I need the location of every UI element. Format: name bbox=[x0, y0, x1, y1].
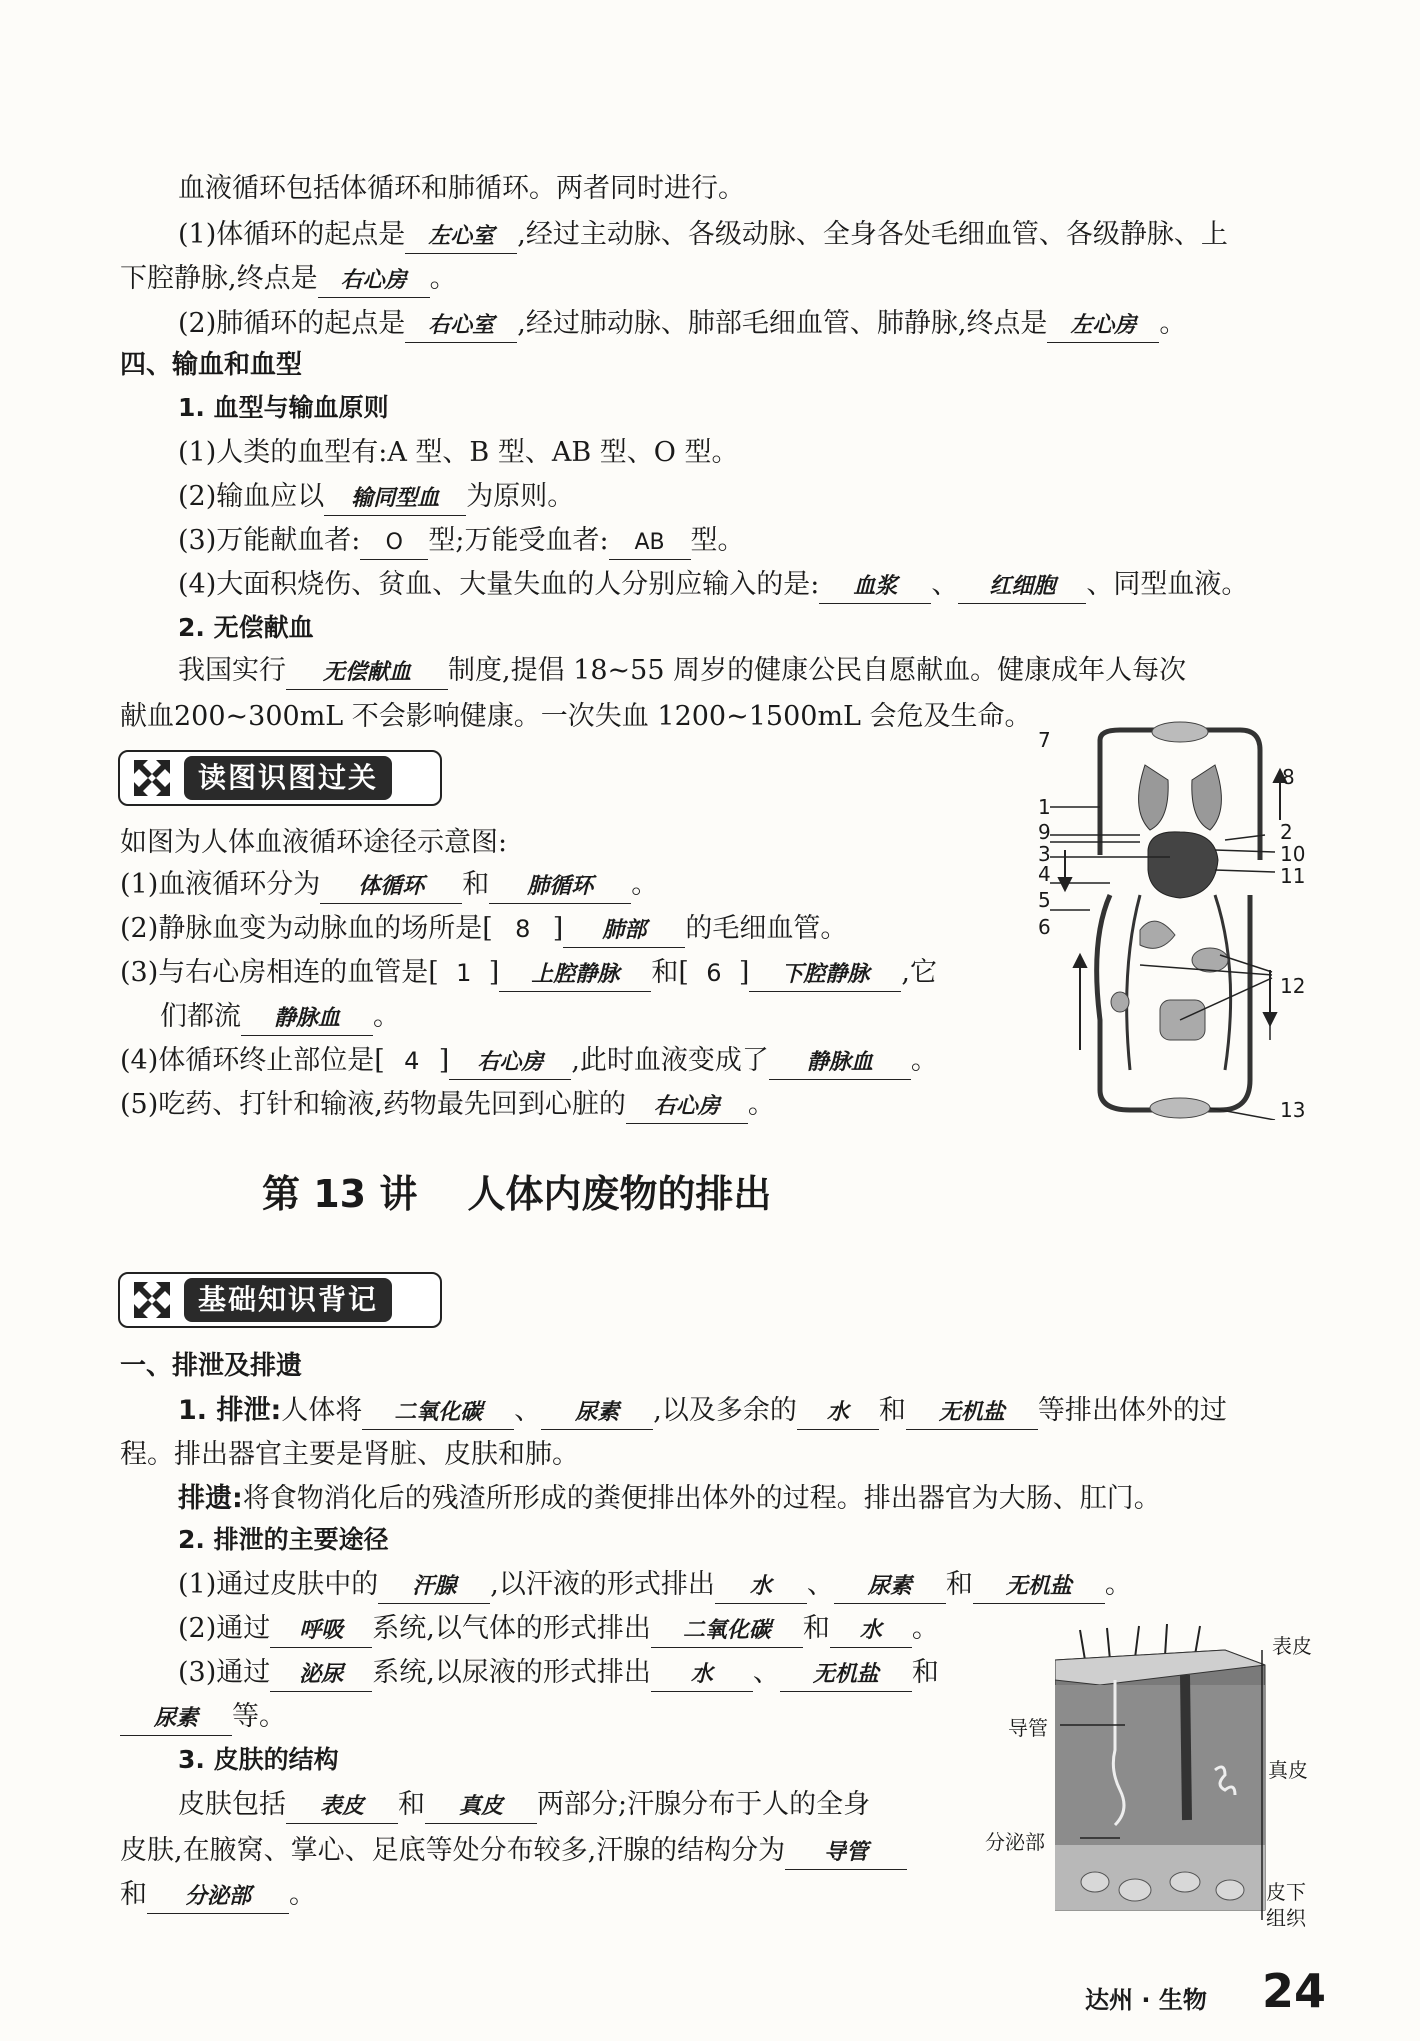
diagram-label-6: 6 bbox=[1038, 915, 1051, 939]
blood-types-line: (1)人类的血型有:A 型、B 型、AB 型、O 型。 bbox=[178, 437, 739, 468]
cross-arrows-icon bbox=[120, 752, 184, 804]
answer-plasma: 血浆 bbox=[819, 571, 931, 604]
diagram-label-5: 5 bbox=[1038, 888, 1051, 912]
answer-universal-recipient: AB bbox=[609, 527, 691, 560]
answer-dermis: 真皮 bbox=[425, 1791, 537, 1824]
section-excretion: 一、排泄及排遗 bbox=[120, 1351, 303, 1381]
answer-water-3: 水 bbox=[830, 1615, 912, 1648]
answer-inferior-vena-cava: 下腔静脉 bbox=[749, 959, 901, 992]
skin-label-secretory: 分泌部 bbox=[985, 1830, 1045, 1854]
subheading-blood-donation: 2. 无偿献血 bbox=[178, 613, 314, 642]
answer-pulmonary: 肺循环 bbox=[489, 871, 631, 904]
answer-donation-system: 无偿献血 bbox=[286, 657, 448, 690]
answer-lungs: 肺部 bbox=[563, 915, 685, 948]
answer-salts-2: 无机盐 bbox=[973, 1571, 1105, 1604]
skin-label-dermis: 真皮 bbox=[1268, 1758, 1308, 1782]
route-urinary-cont: 尿素 等。 bbox=[120, 1698, 286, 1736]
circulation-intro: 血液循环包括体循环和肺循环。两者同时进行。 bbox=[178, 173, 745, 204]
skin-label-epidermis: 表皮 bbox=[1272, 1634, 1312, 1658]
diagram-label-12: 12 bbox=[1280, 974, 1306, 998]
route-respiration-line: (2)通过 呼吸 系统,以气体的形式排出 二氧化碳 和 水 。 bbox=[178, 1610, 939, 1648]
excretion-organs-line: 程。排出器官主要是肾脏、皮肤和肺。 bbox=[120, 1439, 579, 1470]
diagram-label-1: 1 bbox=[1038, 795, 1051, 819]
answer-pulmonary-end: 左心房 bbox=[1047, 310, 1159, 343]
section-blood-transfusion: 四、输血和血型 bbox=[120, 350, 303, 380]
answer-venous-blood-2: 静脉血 bbox=[769, 1047, 911, 1080]
right-lung bbox=[1192, 765, 1222, 830]
systemic-end-line: 下腔静脉,终点是 右心房 。 bbox=[120, 260, 457, 298]
left-lung bbox=[1139, 765, 1169, 830]
answer-water-2: 水 bbox=[715, 1571, 807, 1604]
answer-number-6: 6 bbox=[706, 959, 722, 987]
egestion-line: 排遗:将食物消化后的残渣所形成的粪便排出体外的过程。排出器官为大肠、肛门。 bbox=[178, 1483, 1161, 1514]
body-capillaries bbox=[1150, 1098, 1210, 1118]
answer-urinary: 泌尿 bbox=[270, 1659, 372, 1692]
question-2: (2)静脉血变为动脉血的场所是[ 8 ] 肺部 的毛细血管。 bbox=[120, 910, 847, 948]
diagram-label-4: 4 bbox=[1038, 862, 1051, 886]
answer-superior-vena-cava: 上腔静脉 bbox=[499, 959, 651, 992]
answer-epidermis: 表皮 bbox=[286, 1791, 398, 1824]
diagram-label-8: 8 bbox=[1282, 765, 1295, 789]
lung-capillaries bbox=[1152, 722, 1208, 742]
diagram-label-7: 7 bbox=[1038, 728, 1051, 752]
answer-red-cells: 红细胞 bbox=[958, 571, 1086, 604]
answer-urea-3: 尿素 bbox=[120, 1703, 232, 1736]
universal-donor-line: (3)万能献血者: O 型;万能受血者: AB 型。 bbox=[178, 522, 745, 560]
cross-arrows-icon bbox=[120, 1274, 184, 1326]
sweat-gland-cont: 和 分泌部 。 bbox=[120, 1876, 316, 1914]
answer-universal-donor: O bbox=[360, 527, 428, 560]
transfusion-cases-line: (4)大面积烧伤、贫血、大量失血的人分别应输入的是: 血浆 、 红细胞 、同型血液。 bbox=[178, 566, 1248, 604]
answer-right-atrium-1: 右心房 bbox=[449, 1047, 571, 1080]
diagram-label-13: 13 bbox=[1280, 1098, 1306, 1122]
diagram-intro: 如图为人体血液循环途径示意图: bbox=[120, 827, 508, 858]
answer-respiratory: 呼吸 bbox=[270, 1615, 372, 1648]
answer-water: 水 bbox=[797, 1397, 879, 1430]
pulmonary-line: (2)肺循环的起点是 右心室 ,经过肺动脉、肺部毛细血管、肺静脉,终点是 左心房 。 bbox=[178, 305, 1186, 343]
answer-co2: 二氧化碳 bbox=[362, 1397, 514, 1430]
skin-structure-diagram bbox=[1055, 1620, 1285, 1920]
liver bbox=[1140, 921, 1175, 948]
skin-layers-line: 皮肤包括 表皮 和 真皮 两部分;汗腺分布于人的全身 bbox=[178, 1786, 870, 1824]
intestine bbox=[1160, 1000, 1205, 1040]
question-3-cont: 们都流 静脉血 。 bbox=[160, 998, 400, 1036]
excretion-definition-line: 1. 排泄:人体将 二氧化碳 、 尿素 ,以及多余的 水 和 无机盐 等排出体外的过 bbox=[178, 1392, 1227, 1430]
answer-sweat-gland: 汗腺 bbox=[378, 1571, 490, 1604]
diagram-label-2: 2 bbox=[1280, 820, 1293, 844]
question-3: (3)与右心房相连的血管是[ 1 ] 上腔静脉 和[ 6 ] 下腔静脉 ,它 bbox=[120, 954, 937, 992]
answer-systemic-start: 左心室 bbox=[405, 221, 517, 254]
heart bbox=[1148, 832, 1218, 898]
kidney bbox=[1111, 992, 1129, 1012]
donation-volume-line: 献血200~300mL 不会影响健康。一次失血 1200~1500mL 会危及生命。 bbox=[120, 701, 1032, 732]
banner-basic-title: 基础知识背记 bbox=[184, 1278, 392, 1322]
diagram-label-9: 9 bbox=[1038, 820, 1051, 844]
chapter-title: 第 13 讲 人体内废物的排出 bbox=[262, 1172, 772, 1216]
donation-system-line: 我国实行 无偿献血 制度,提倡 18~55 周岁的健康公民自愿献血。健康成年人每次 bbox=[178, 652, 1186, 690]
answer-urea: 尿素 bbox=[541, 1397, 653, 1430]
systemic-start-line: (1)体循环的起点是 左心室 ,经过主动脉、各级动脉、全身各处毛细血管、各级静脉、上 bbox=[178, 216, 1228, 254]
banner-diagram-practice bbox=[118, 750, 442, 806]
stomach bbox=[1192, 948, 1228, 972]
subheading-skin-structure: 3. 皮肤的结构 bbox=[178, 1745, 339, 1774]
answer-urea-2: 尿素 bbox=[834, 1571, 946, 1604]
answer-water-4: 水 bbox=[651, 1659, 753, 1692]
question-4: (4)体循环终止部位是[ 4 ] 右心房 ,此时血液变成了 静脉血 。 bbox=[120, 1042, 938, 1080]
answer-systemic: 体循环 bbox=[320, 871, 462, 904]
banner-basic-knowledge bbox=[118, 1272, 442, 1328]
diagram-label-10: 10 bbox=[1280, 842, 1306, 866]
skin-label-duct: 导管 bbox=[1008, 1716, 1048, 1740]
answer-secretory-part: 分泌部 bbox=[147, 1881, 289, 1914]
answer-co2-2: 二氧化碳 bbox=[651, 1615, 803, 1648]
diagram-label-11: 11 bbox=[1280, 864, 1306, 888]
skin-label-subcutaneous-2: 组织 bbox=[1266, 1906, 1306, 1930]
answer-number-4: 4 bbox=[404, 1047, 420, 1075]
question-1: (1)血液循环分为 体循环 和 肺循环 。 bbox=[120, 866, 658, 904]
answer-systemic-end: 右心房 bbox=[318, 265, 430, 298]
page-number: 24 bbox=[1262, 1964, 1327, 2018]
answer-duct: 导管 bbox=[785, 1837, 907, 1870]
transfusion-rule-line: (2)输血应以 输同型血 为原则。 bbox=[178, 478, 574, 516]
skin-label-subcutaneous-1: 皮下 bbox=[1266, 1880, 1306, 1904]
banner-diagram-title: 读图识图过关 bbox=[184, 756, 392, 800]
answer-salts-3: 无机盐 bbox=[780, 1659, 912, 1692]
route-urinary-line: (3)通过 泌尿 系统,以尿液的形式排出 水 、 无机盐 和 bbox=[178, 1654, 939, 1692]
answer-right-atrium-2: 右心房 bbox=[626, 1091, 748, 1124]
answer-number-8: 8 bbox=[515, 915, 531, 943]
answer-pulmonary-start: 右心室 bbox=[405, 310, 517, 343]
answer-transfusion-rule: 输同型血 bbox=[324, 483, 466, 516]
sweat-gland-line: 皮肤,在腋窝、掌心、足底等处分布较多,汗腺的结构分为 导管 bbox=[120, 1832, 907, 1870]
subheading-excretion-routes: 2. 排泄的主要途径 bbox=[178, 1525, 389, 1554]
question-5: (5)吃药、打针和输液,药物最先回到心脏的 右心房 。 bbox=[120, 1086, 775, 1124]
diagram-label-3: 3 bbox=[1038, 842, 1051, 866]
answer-venous-blood-1: 静脉血 bbox=[241, 1003, 373, 1036]
answer-number-1: 1 bbox=[456, 959, 472, 987]
subheading-blood-type: 1. 血型与输血原则 bbox=[178, 393, 389, 422]
answer-salts: 无机盐 bbox=[906, 1397, 1038, 1430]
route-skin-line: (1)通过皮肤中的 汗腺 ,以汗液的形式排出 水 、 尿素 和 无机盐 。 bbox=[178, 1566, 1132, 1604]
footer-label: 达州 · 生物 bbox=[1085, 1986, 1207, 2014]
